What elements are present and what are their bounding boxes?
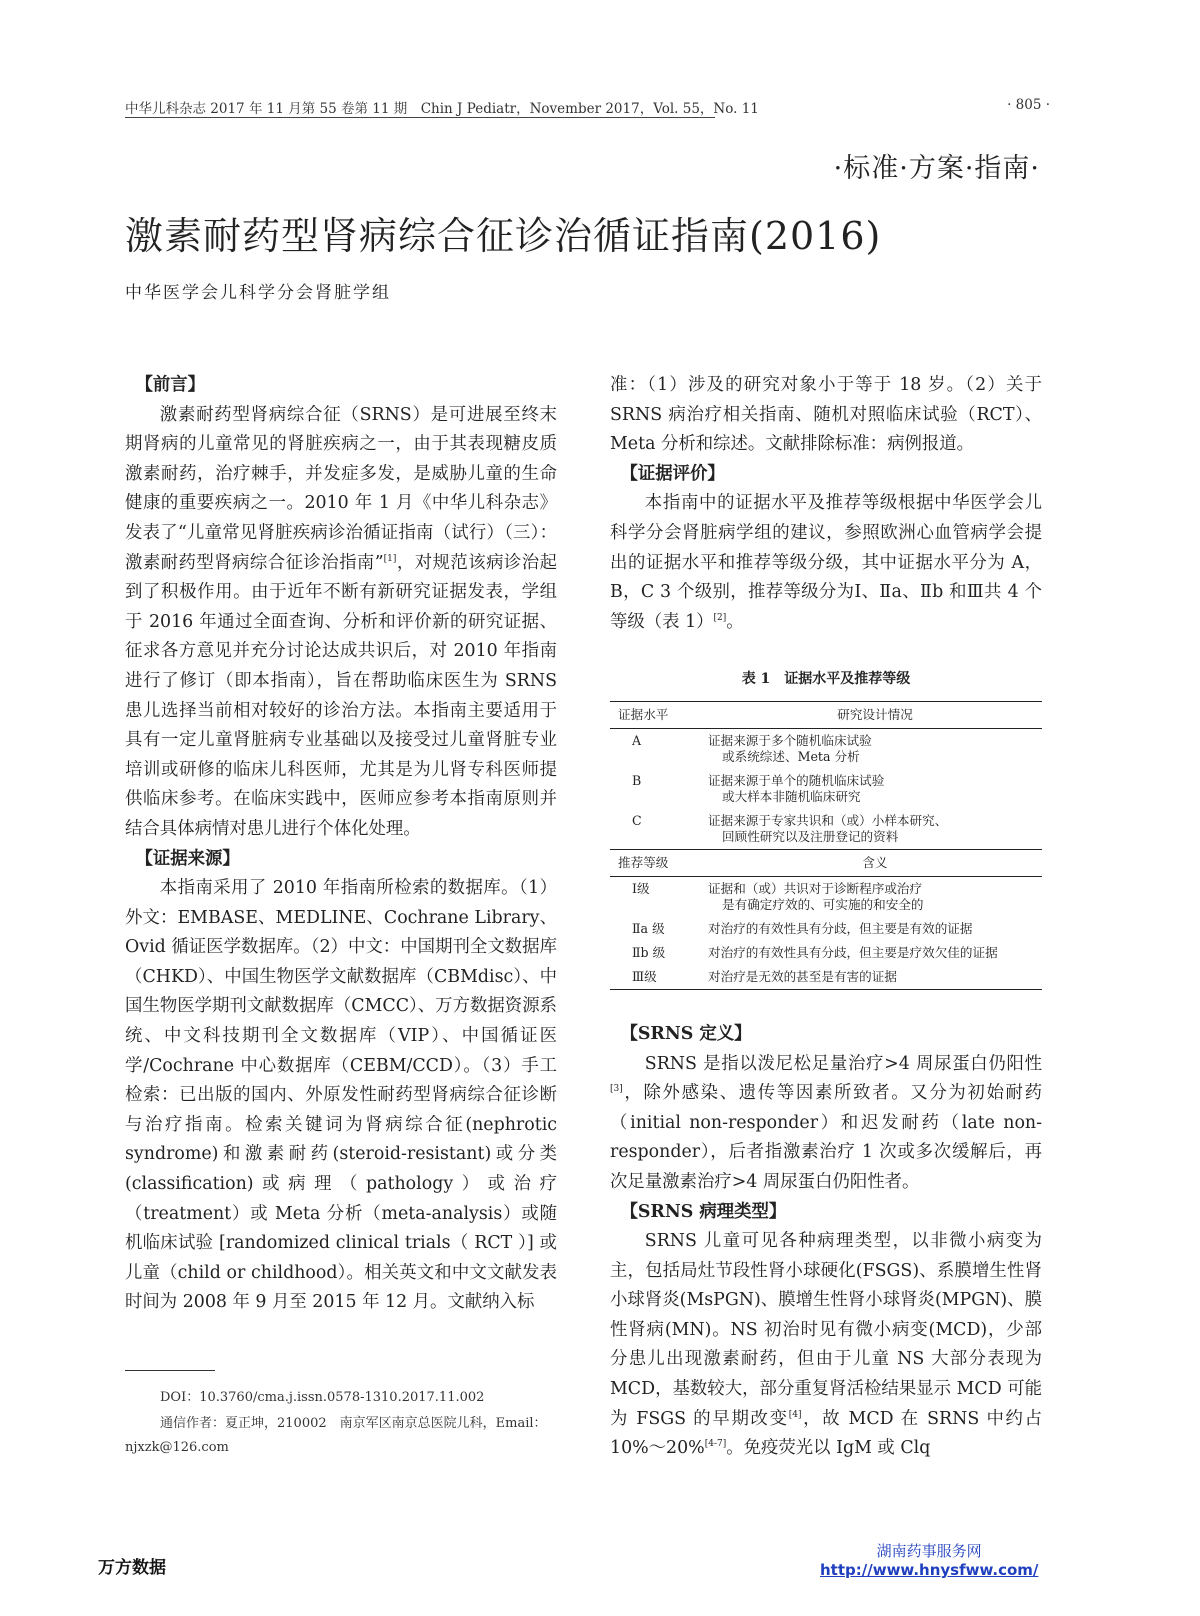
watermark[interactable] [820,1540,1038,1579]
footnote-rule [125,1370,215,1371]
desc-line: 证据来源于专家共识和（或）小样本研究、 [708,812,948,828]
table-header-cell: 证据水平 [618,706,669,722]
path-text-3: 。免疫荧光以 IgM 或 Clq [726,1438,931,1459]
section-label: ·标准·方案·指南· [833,153,1040,184]
footnote-doi: DOI：10.3760/cma.j.issn.0578-1310.2017.11.002 [160,1390,485,1405]
evidence-table [610,701,1042,990]
grade-meaning [706,881,1042,913]
table-header-row [610,702,1042,729]
spacer [610,990,1042,1020]
table-row [610,809,1042,849]
table-row [610,965,1042,989]
heading-evidence-evaluation: 【证据评价】 [620,463,725,484]
desc-line: 或系统综述、Meta 分析 [722,748,860,764]
eval-text-1: 本指南中的证据水平及推荐等级根据中华医学会儿科学分会肾脏病学组的建议，参照欧洲心血管病学会提出的证据水平和推荐等级分级，其中证据水平分为 A，B，C 3 个级别，推荐等级分为Ⅰ、Ⅱa、Ⅱb 和Ⅲ共 4 个等级（表 1） [610,493,1042,632]
footnote-correspondence: 通信作者：夏正坤，210002 南京军区南京总医院儿科，Email：njxzk@126.com [125,1416,547,1455]
recommend-grade: Ⅰ级 [632,880,650,896]
page-number: · 805 · [1007,97,1050,113]
citation-ref: [3] [610,1084,623,1095]
path-text-1: SRNS 儿童可见各种病理类型，以非微小病变为主，包括局灶节段性肾小球硬化(FSGS)、系膜增生性肾小球肾炎(MsPGN)、膜增生性肾小球肾炎(MPGN)、膜性肾病(MN)。NS 初治时见有微小病变(MCD)，少部分患儿出现激素耐药，但由于儿童 NS 大部分表现为 MCD，基数较大，部分重复肾活检结果显示 MCD 可能为 FSGS 的早期改变 [610,1231,1042,1429]
citation-ref: [4-7] [704,1439,727,1450]
heading-srns-pathology: 【SRNS 病理类型】 [620,1201,787,1222]
paragraph-srns-definition [610,1050,1042,1198]
table-header-row [610,849,1042,877]
recommend-grade: Ⅲ级 [632,968,657,984]
paragraph-evidence-source: 本指南采用了 2010 年指南所检索的数据库。（1）外文：EMBASE、MEDLINE、Cochrane Library、Ovid 循证医学数据库。（2）中文：中国期刊全文数据库（CHKD）、中国生物医学文献数据库（CBMdisc）、中国生物医学期刊文献数据库（CMCC）、万方数据资源系统、中文科技期刊全文数据库（VIP）、中国循证医学/Cochrane 中心数据库（CEBM/CCD）。（3）手工检索：已出版的国内、外原发性耐药型肾病综合征诊断与治疗指南。检索关键词为肾病综合征(nephrotic syndrome)和激素耐药(steroid-resistant)或分类(classification)或病理（pathology）或治疗（treatment）或 Meta 分析（meta-analysis）或随机临床试验 [randomized clinical trials（ RCT ）] 或儿童（child or childhood）。相关英文和中文文献发表时间为 2008 年 9 月至 2015 年 12 月。文献纳入标 [125,878,557,1313]
table-row [610,877,1042,917]
article-title: 激素耐药型肾病综合征诊治循证指南(2016) [125,214,882,258]
table-row [610,941,1042,965]
table-header-cell: 推荐等级 [618,854,669,870]
citation-ref: [1] [383,553,397,564]
table-header-cell: 含义 [862,854,888,870]
table-row [610,729,1042,769]
desc-line: 回顾性研究以及注册登记的资料 [722,828,899,844]
citation-ref: [4] [788,1409,802,1420]
heading-srns-definition: 【SRNS 定义】 [620,1023,752,1044]
desc-line: 证据来源于多个随机临床试验 [708,732,872,748]
recommend-grade: Ⅱb 级 [632,944,666,960]
left-column [125,371,557,1318]
right-column [610,371,1042,1464]
evidence-description [706,773,1042,805]
desc-line: 是有确定疗效的、可实施的和安全的 [722,896,924,912]
desc-line: 或大样本非随机临床研究 [722,788,861,804]
desc-line: 证据和（或）共识对于诊断程序或治疗 [708,880,923,896]
heading-evidence-source: 【证据来源】 [135,848,240,869]
def-text-2: ，除外感染、遗传等因素所致者。又分为初始耐药（initial non-responder）和迟发耐药（late non-responder），后者指激素治疗 1 次或多次缓解后，再次足量激素治疗>4 周尿蛋白仍阳性者。 [610,1083,1042,1192]
recommend-grade: Ⅱa 级 [632,920,665,936]
grade-meaning: 对治疗的有效性具有分歧，但主要是有效的证据 [708,920,973,936]
table-row [610,917,1042,941]
paragraph-preface [125,401,557,845]
table-row [610,769,1042,809]
preface-text-1: 激素耐药型肾病综合征（SRNS）是可进展至终末期肾病的儿童常见的肾脏疾病之一，由于其表现糖皮质激素耐药，治疗棘手，并发症多发，是威胁儿童的生命健康的重要疾病之一。2010 年 1 月《中华儿科杂志》发表了“儿童常见肾脏疾病诊治循证指南（试行）（三）：激素耐药型肾病综合征诊治指南” [125,404,557,573]
wanfang-logo-text: 万方数据 [98,1558,166,1578]
grade-meaning: 对治疗是无效的甚至是有害的证据 [708,968,897,984]
def-text-1: SRNS 是指以泼尼松足量治疗>4 周尿蛋白仍阳性 [644,1053,1042,1074]
evidence-level: A [632,732,642,748]
article-author: 中华医学会儿科学分会肾脏学组 [125,283,391,303]
table-caption: 表 1 证据水平及推荐等级 [741,671,911,688]
watermark-link[interactable]: http://www.hnysfww.com/ [820,1561,1039,1579]
path-text-2: ，故 MCD 在 SRNS 中约占 10%～20% [610,1408,1042,1459]
watermark-site-name: 湖南药事服务网 [876,1542,982,1560]
paragraph-srns-pathology [610,1227,1042,1464]
grade-meaning: 对治疗的有效性具有分歧，但主要是疗效欠佳的证据 [708,944,998,960]
paragraph-evidence-evaluation [610,489,1042,637]
preface-text-2: ，对规范该病诊治起到了积极作用。由于近年不断有新研究证据发表，学组于 2016 年通过全面查询、分析和评价新的研究证据、征求各方意见并充分讨论达成共识后，对 2010 年指南进行了修订（即本指南），旨在帮助临床医生为 SRNS 患儿选择当前相对较好的诊治方法。本指南主要适用于具有一定儿童肾脏病专业基础以及接受过儿童肾脏专业培训或研修的临床儿科医师，尤其是为儿肾专科医师提供临床参考。在临床实践中，医师应参考本指南原则并结合具体病情对患儿进行个体化处理。 [125,552,557,839]
running-head-rule [125,117,715,118]
paragraph-inclusion-continued: 准：（1）涉及的研究对象小于等于 18 岁。（2）关于 SRNS 病治疗相关指南、随机对照临床试验（RCT）、Meta 分析和综述。文献排除标准：病例报道。 [610,375,1042,455]
table-header-cell: 研究设计情况 [837,706,913,722]
heading-preface: 【前言】 [135,375,206,395]
evidence-description [706,813,1042,845]
eval-text-2: 。 [726,611,744,632]
running-head: 中华儿科杂志 2017 年 11 月第 55 卷第 11 期 Chin J Pediatr，November 2017，Vol. 55，No. 11 [125,101,759,117]
evidence-description [706,733,1042,765]
evidence-level: B [632,772,642,788]
citation-ref: [2] [713,612,727,623]
desc-line: 证据来源于单个的随机临床试验 [708,772,885,788]
evidence-level: C [632,812,642,828]
